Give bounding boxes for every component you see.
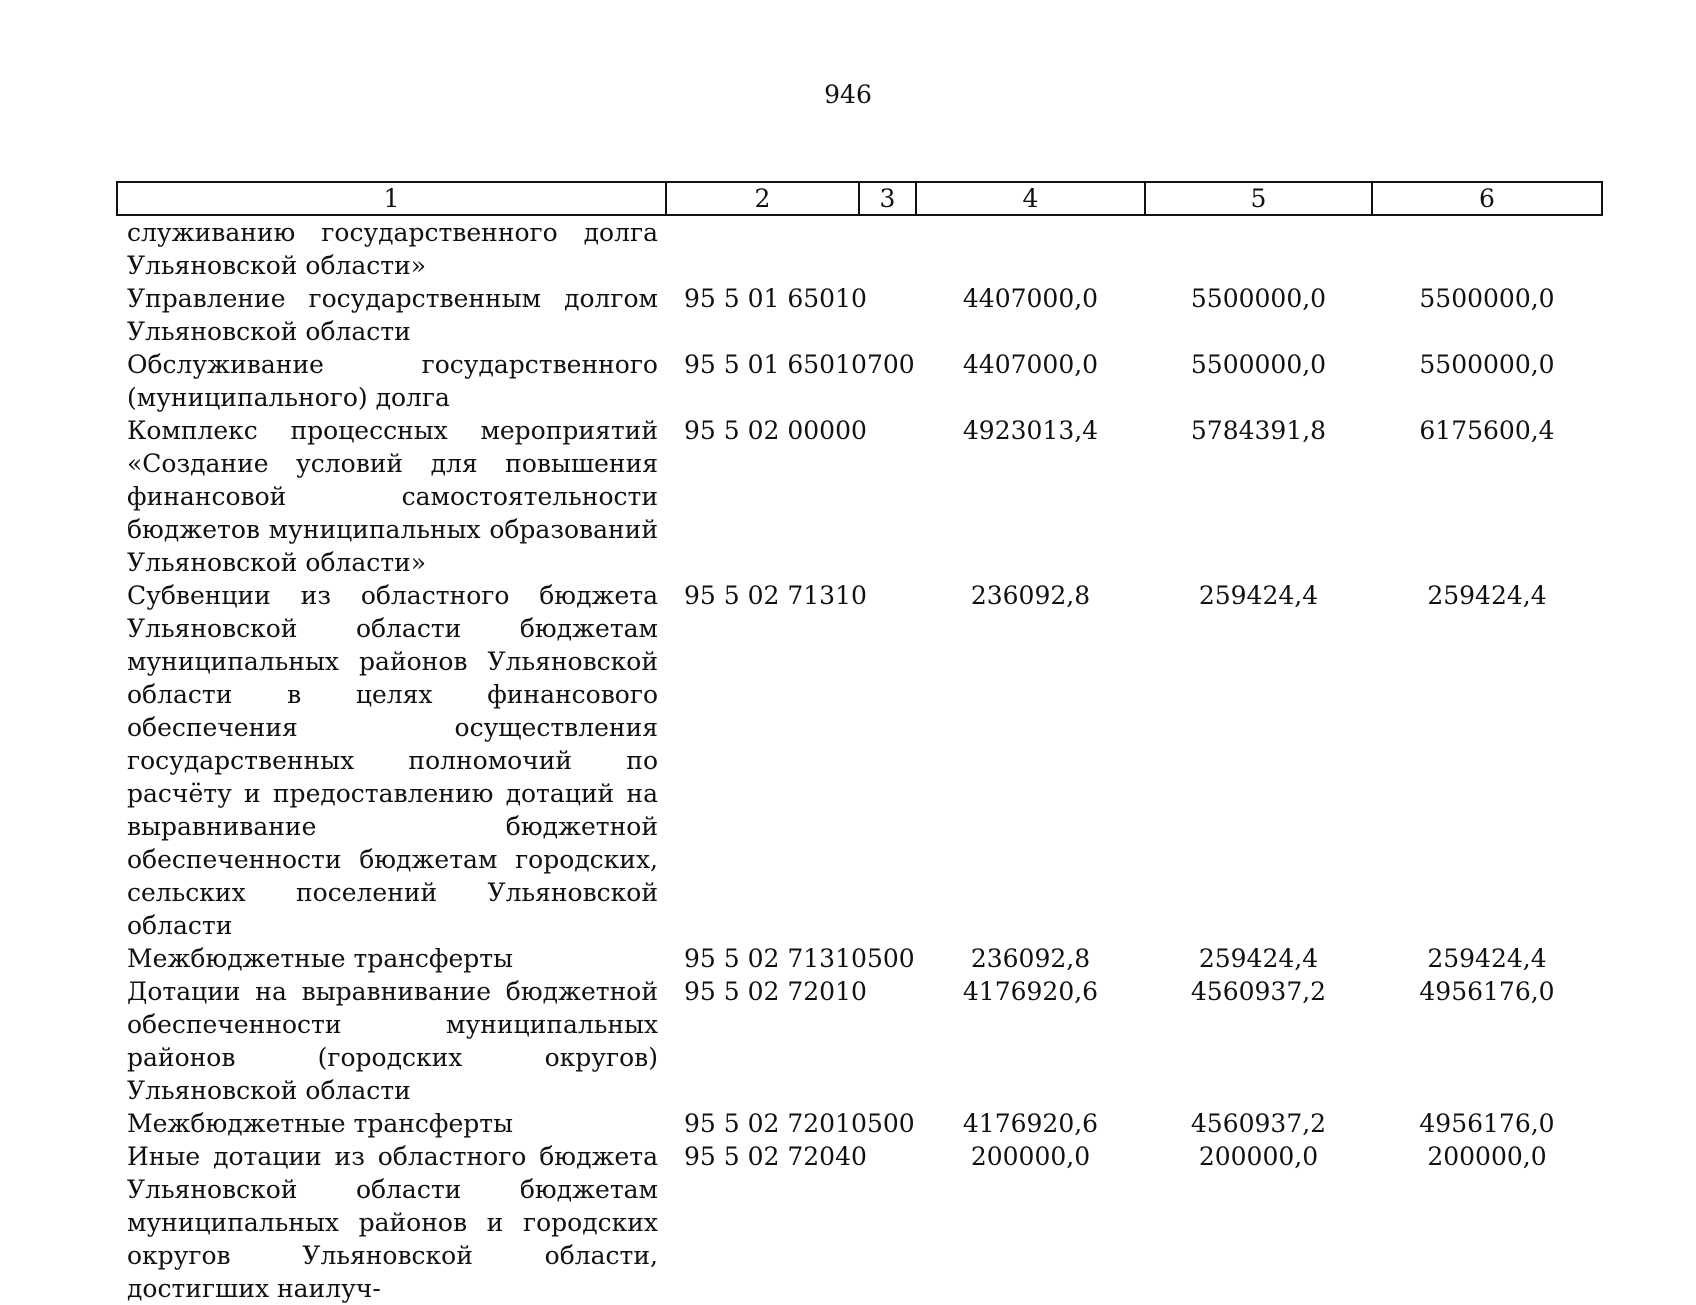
row-code: 95 5 02 00000 xyxy=(684,416,867,445)
column-header-3: 3 xyxy=(859,182,916,215)
table-row xyxy=(117,1107,1602,1140)
row-value-col4: 4176920,6 xyxy=(962,1109,1099,1138)
row-value-col5: 5500000,0 xyxy=(1190,284,1327,313)
column-header-1: 1 xyxy=(117,182,666,215)
row-value-col5: 4560937,2 xyxy=(1190,977,1327,1006)
row-value-col4: 236092,8 xyxy=(970,944,1091,973)
row-value-col6: 6175600,4 xyxy=(1419,416,1555,445)
row-value-col4: 236092,8 xyxy=(970,581,1091,610)
column-header-4: 4 xyxy=(916,182,1145,215)
row-name: Управление государственным долгом Ульяновской области xyxy=(127,284,658,346)
table-body xyxy=(117,215,1602,1305)
table-row xyxy=(117,942,1602,975)
row-name: Иные дотации из областного бюджета Ульяновской области бюджетам муниципальных районов и городских округов Ульяновской области, достигших наилуч- xyxy=(127,1142,658,1303)
table-header xyxy=(117,182,1602,215)
row-value-col6: 5500000,0 xyxy=(1419,350,1555,379)
column-header-6: 6 xyxy=(1372,182,1602,215)
row-value-col5: 259424,4 xyxy=(1198,944,1319,973)
row-value-col4 xyxy=(916,215,1145,282)
row-value-col6 xyxy=(1372,215,1602,282)
column-header-5: 5 xyxy=(1145,182,1372,215)
row-value-col4: 200000,0 xyxy=(970,1142,1091,1171)
table-row xyxy=(117,414,1602,579)
row-code: 95 5 02 72040 xyxy=(684,1142,867,1171)
row-code xyxy=(666,215,859,282)
row-expense-type: 500 xyxy=(867,944,915,973)
row-code: 95 5 02 72010 xyxy=(684,977,867,1006)
row-expense-type xyxy=(859,414,916,579)
row-value-col5: 259424,4 xyxy=(1198,581,1319,610)
table-row xyxy=(117,282,1602,348)
row-value-col4: 4923013,4 xyxy=(962,416,1099,445)
header-row xyxy=(117,182,1602,215)
row-name: Субвенции из областного бюджета Ульяновской области бюджетам муниципальных районов Ульяновской области в целях финансового обеспечения осуществления государственных полномочий по расчёту и предоставлению дотаций на выравнивание бюджетной обеспеченности бюджетам городских, сельских поселений Ульяновской области xyxy=(127,581,658,940)
row-value-col5: 5500000,0 xyxy=(1190,350,1327,379)
row-code: 95 5 01 65010 xyxy=(684,350,867,379)
row-value-col6: 4956176,0 xyxy=(1419,1109,1555,1138)
row-name: Дотации на выравнивание бюджетной обеспеченности муниципальных районов (городских округов) Ульяновской области xyxy=(127,977,658,1105)
row-value-col5 xyxy=(1145,215,1372,282)
row-expense-type xyxy=(859,975,916,1107)
row-expense-type xyxy=(859,215,916,282)
row-name: Обслуживание государственного (муниципального) долга xyxy=(127,350,658,412)
row-value-col6: 259424,4 xyxy=(1427,581,1547,610)
row-value-col6: 5500000,0 xyxy=(1419,284,1555,313)
row-value-col5: 4560937,2 xyxy=(1190,1109,1327,1138)
row-expense-type xyxy=(859,282,916,348)
row-value-col4: 4407000,0 xyxy=(962,284,1099,313)
row-expense-type xyxy=(859,1140,916,1305)
row-name: служиванию государственного долга Ульяновской области» xyxy=(127,218,658,280)
budget-table xyxy=(116,181,1603,1305)
row-value-col4: 4407000,0 xyxy=(962,350,1099,379)
row-code: 95 5 02 72010 xyxy=(684,1109,867,1138)
column-header-2: 2 xyxy=(666,182,859,215)
row-value-col6: 259424,4 xyxy=(1427,944,1547,973)
row-expense-type xyxy=(859,579,916,942)
table-row xyxy=(117,975,1602,1107)
row-expense-type: 700 xyxy=(867,350,915,379)
row-value-col5: 5784391,8 xyxy=(1190,416,1327,445)
row-value-col4: 4176920,6 xyxy=(962,977,1099,1006)
row-code: 95 5 02 71310 xyxy=(684,581,867,610)
row-expense-type: 500 xyxy=(867,1109,915,1138)
row-code: 95 5 01 65010 xyxy=(684,284,867,313)
table-row xyxy=(117,215,1602,282)
row-value-col6: 200000,0 xyxy=(1427,1142,1547,1171)
row-name: Межбюджетные трансферты xyxy=(127,944,514,973)
row-name: Межбюджетные трансферты xyxy=(127,1109,514,1138)
table-row xyxy=(117,1140,1602,1305)
table-row xyxy=(117,579,1602,942)
row-value-col6: 4956176,0 xyxy=(1419,977,1555,1006)
row-name: Комплекс процессных мероприятий «Создание условий для повышения финансовой самостоятельности бюджетов муниципальных образований Ульяновской области» xyxy=(127,416,658,577)
row-value-col5: 200000,0 xyxy=(1198,1142,1319,1171)
row-code: 95 5 02 71310 xyxy=(684,944,867,973)
page-number: 946 xyxy=(824,80,872,109)
table-row xyxy=(117,348,1602,414)
